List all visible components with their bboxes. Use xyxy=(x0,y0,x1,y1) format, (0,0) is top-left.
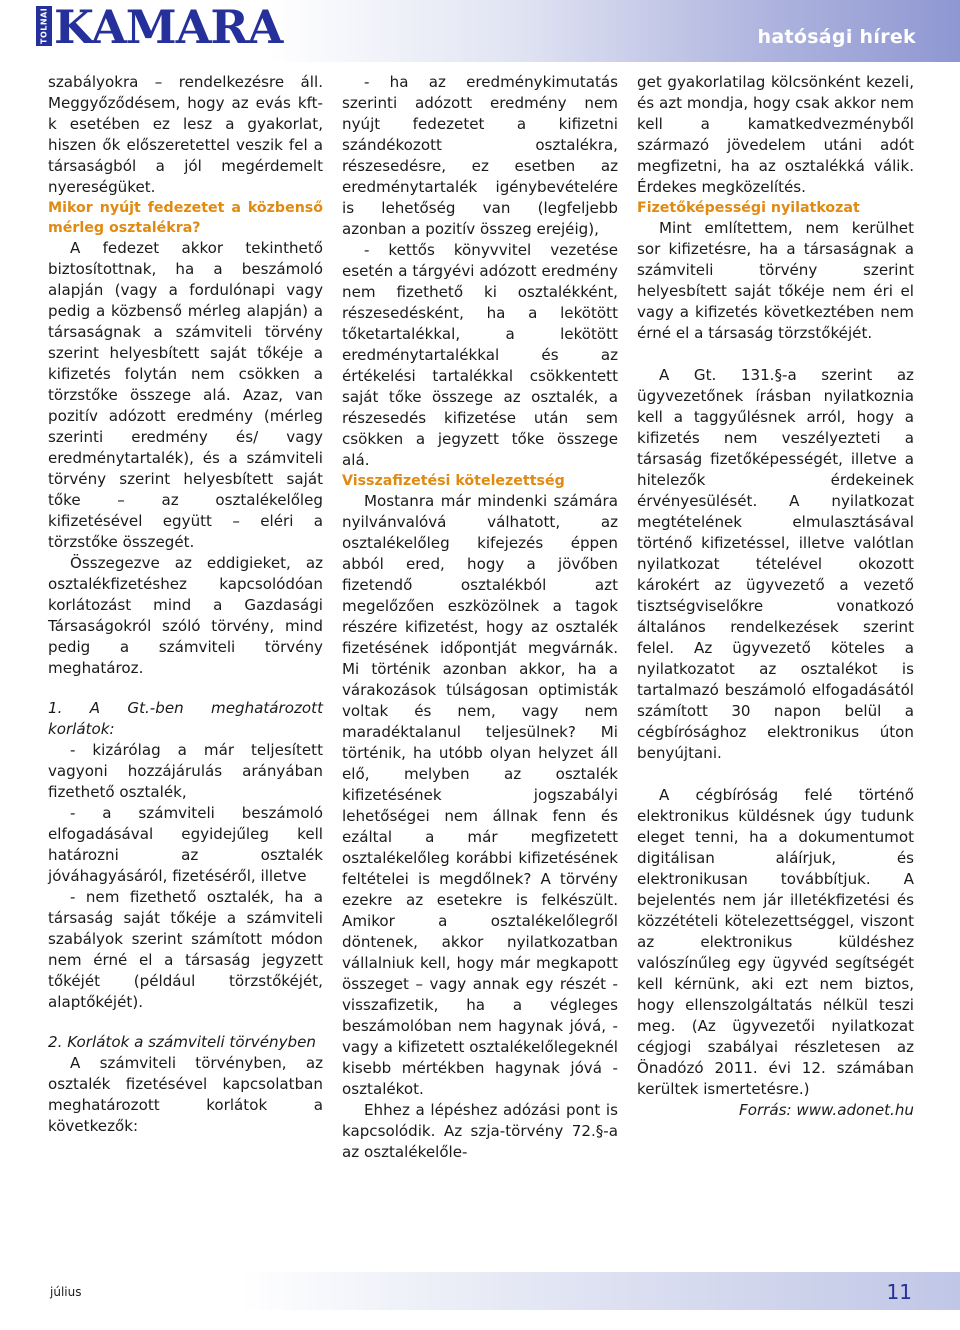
paragraph: Ehhez a lépéshez adózási pont is kapcsolódik. Az szja-törvény 72.§-a az osztalékelőle- xyxy=(342,1101,618,1161)
footer-bar xyxy=(0,1272,960,1310)
column-3 xyxy=(637,72,914,1121)
page-number: 11 xyxy=(886,1280,912,1304)
column-2 xyxy=(342,72,618,1163)
source-line: Forrás: www.adonet.hu xyxy=(739,1101,914,1119)
subheading: Visszafizetési kötelezettség xyxy=(342,473,565,489)
numbered-heading: 1. A Gt.-ben meghatározott korlátok: xyxy=(48,699,323,738)
logo-main-text: KAMARA xyxy=(54,0,283,54)
kamara-logo xyxy=(36,0,283,54)
footer-month: július xyxy=(50,1285,82,1299)
paragraph: A számviteli törvényben, az osztalék fizetésével kapcsolatban meghatározott korlátok a következők: xyxy=(48,1054,323,1135)
spacer xyxy=(637,764,914,785)
page-header xyxy=(0,0,960,62)
bullet-item: - ha az eredménykimutatás szerinti adózott eredmény nem nyújt fedezetet a kifizetni szándékozott osztalékra, részesedésre, ez esetben az eredménytartalék igénybevételére is lehetőség van (legfeljebb azonban a pozitív összeg erejéig), xyxy=(342,73,618,238)
column-1 xyxy=(48,72,323,1137)
paragraph: A cégbíróság felé történő elektronikus küldésnek úgy tudunk eleget tenni, ha a dokumentumot digitálisan aláírjuk, és elektronikusan továbbítjuk. A bejelentés nem jár illetékfizetési és közzétételi kötelezettséggel, viszont az elektronikus küldéshez valószínűleg egy ügyvéd segítségét kell kérnünk, aki ezt nem biztos, hogy ellenszolgáltatás nélkül teszi meg. (Az ügyvezetői nyilatkozat cégjogi szabályai részletesen az Önadózó 2011. évi 12. számában kerültek ismertetésre.) xyxy=(637,786,914,1098)
bullet-item: - nem fizethető osztalék, ha a társaság saját tőkéje a számviteli szabályok szerint számított módon nem érné el a társaság jegyzett tőkéjét (például törzstőkéjét, alaptőkéjét). xyxy=(48,888,323,1011)
bullet-item: - kizárólag a már teljesített vagyoni hozzájárulás arányában fizethető osztalék, xyxy=(48,741,323,801)
bullet-item: - a számviteli beszámoló elfogadásával egyidejűleg kell határozni az osztalék jóváhagyásáról, fizetéséről, illetve xyxy=(48,804,323,885)
paragraph: Mostanra már mindenki számára nyilvánvalóvá válhatott, az osztalékelőleg kifejezés éppen abból ered, hogy a jövőben fizetendő osztalékból azt megelőzően eszközölnek a tagok részére kifizetést, hogy az osztalék fizetésének időpontját megvárnák. Mi történik azonban akkor, ha a várakozások túlságosan optimisták voltak és nem, vagy nem maradéktalanul teljesülnek? Mi történik, ha utóbb olyan helyzet áll elő, melyben az osztalék kifizetésének jogszabályi lehetőségei nem állnak fenn és ezáltal a már megfizetett osztalékelőleg korábbi kifizetésének feltételei is megdőlnek? A törvény ezekre az esetekre is felkészült. Amikor a osztalékelőlegről döntenek, akkor nyilatkozatban vállalniuk kell, hogy már megkapott összeget – vagy annak egy részét - visszafizetik, ha a végleges beszámolóban nem hagynak jóvá, - vagy a kifizetett osztalékelőlegeknél kisebb mértékben hagynak jóvá - osztalékot. xyxy=(342,492,618,1098)
section-label: hatósági hírek xyxy=(757,26,916,48)
paragraph: A fedezet akkor tekinthető biztosítottnak, ha a beszámoló alapján (vagy a fordulónapi vagy pedig a közbenső mérleg alapján) a társaságnak a számviteli törvény szerint helyesbített saját tőkéje a kifizetés folytán nem csökken a törzstőke összege alá. Azaz, van pozitív adózott eredmény (mérleg szerinti eredmény és/ vagy eredménytartalék), és a számviteli törvény szerint helyesbített saját tőke – az osztalékelőleg kifizetésével együtt – eléri a törzstőke összegét. xyxy=(48,239,323,551)
paragraph: A Gt. 131.§-a szerint az ügyvezetőnek írásban nyilatkoznia kell a taggyűlésnek arról, hogy a kifizetés nem veszélyezteti a társaság fizetőképességét, illetve a hitelezők érdekeinek érvényesülését. A nyilatkozat megtételének elmulasztásával történő kifizetéssel, illetve valótlan nyilatkozat tételével okozott károkért az ügyvezető a vezető tisztségviselőkre vonatkozó általános rendelkezések szerint felel. Az ügyvezető köteles a nyilatkozatot az osztalékot is tartalmazó beszámoló elfogadásától számított 30 napon belül a cégbírósághoz elektronikus úton benyújtani. xyxy=(637,366,914,762)
bullet-item: - kettős könyvvitel vezetése esetén a tárgyévi adózott eredmény nem fizethető ki osztalékként, részesedésként, ha a lekötött tőketartalékkal, a lekötött eredménytartalékkal és az értékelési tartalékkal csökkentett saját tőke összege az osztalék, a részesedés kifizetése után sem csökken a jegyzett tőke összege alá. xyxy=(342,241,618,469)
paragraph: szabályokra – rendelkezésre áll. Meggyőződésem, hogy az evás kft-k esetében ez lesz a gyakorlat, hiszen ők előszeretettel veszik fel a társaságból a jól megérdemelt nyereségüket. xyxy=(48,73,323,196)
paragraph: Összegezve az eddigieket, az osztalékfizetéshez kapcsolódóan korlátozást mind a Gazdasági Társaságokról szóló törvény, mind pedig a számviteli törvény meghatároz. xyxy=(48,554,323,677)
numbered-heading: 2. Korlátok a számviteli törvényben xyxy=(48,1033,316,1051)
subheading: Fizetőképességi nyilatkozat xyxy=(637,200,860,216)
subheading: Mikor nyújt fedezetet a közbenső mérleg osztalékra? xyxy=(48,200,323,236)
paragraph: get gyakorlatilag kölcsönként kezeli, és azt mondja, hogy csak akkor nem kell a kamatkedvezményből származó jövedelem utáni adót megfizetni, ha az osztalékká válik. Érdekes megközelítés. xyxy=(637,73,915,196)
logo-side-text: TOLNAI xyxy=(36,6,52,46)
paragraph: Mint említettem, nem kerülhet sor kifizetésre, ha a társaságnak a számviteli törvény szerint helyesbített saját tőkéje nem éri el vagy a kifizetés következtében nem érné el a társaság törzstőkéjét. xyxy=(637,219,914,342)
spacer xyxy=(637,344,914,365)
